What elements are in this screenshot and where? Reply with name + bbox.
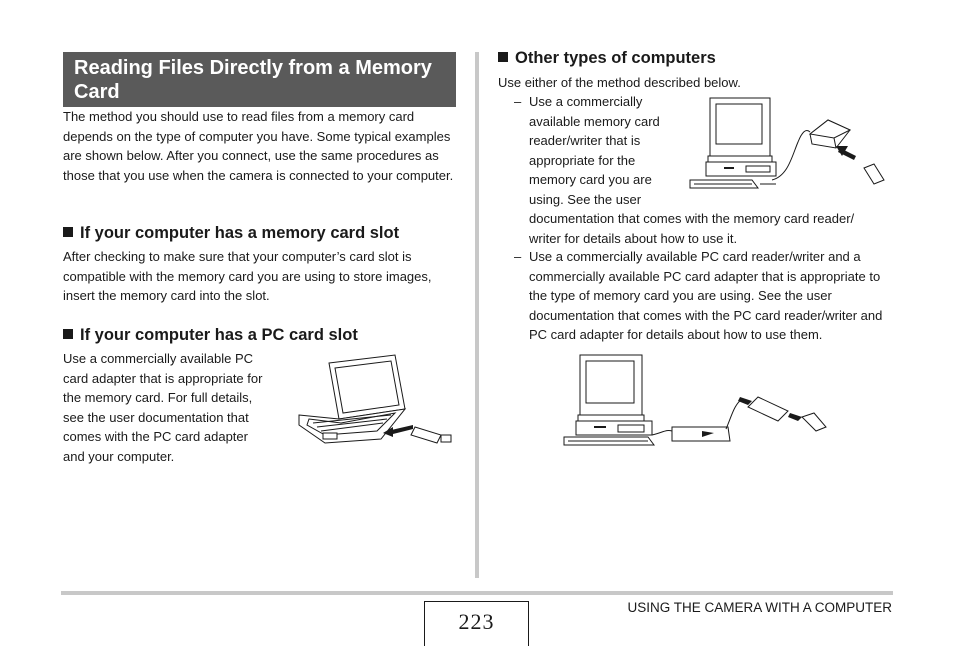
footer-divider <box>61 591 893 595</box>
section-heading-pc-card-slot <box>63 325 358 345</box>
section-body-pc-card-slot <box>63 349 288 466</box>
section-heading-memory-card-slot <box>63 223 399 243</box>
bullet-1-short-lines <box>514 92 679 209</box>
column-divider <box>475 52 479 578</box>
dash-bullet: – <box>514 94 522 109</box>
body-line: using. See the user <box>529 191 642 207</box>
bullet-1-continued: documentation that comes with the memory card reader/ writer for details about how to use it. <box>529 211 855 246</box>
section-body-memory-card-slot: After checking to make sure that your computer’s card slot is compatible with the memory card you are using to store images, insert the memory card into the slot. <box>63 249 432 303</box>
section-heading-text: If your computer has a memory card slot <box>80 224 400 242</box>
section-heading-other-computers <box>498 48 716 68</box>
section-intro-other-computers: Use either of the method described below. <box>498 75 741 90</box>
body-line: see the user documentation that <box>63 409 249 425</box>
square-bullet-icon <box>63 329 73 339</box>
laptop-illustration-icon <box>295 353 460 445</box>
page-number: 223 <box>424 601 529 646</box>
body-line: reader/writer that is <box>529 133 641 148</box>
body-line: comes with the PC card adapter <box>63 429 248 444</box>
chapter-footer: USING THE CAMERA WITH A COMPUTER <box>627 600 892 615</box>
body-line: the memory card. For full details, <box>63 390 253 405</box>
body-line: Use a commercially available PC <box>63 351 254 366</box>
section-heading-text: If your computer has a PC card slot <box>80 326 358 344</box>
body-line: appropriate for the <box>529 152 636 168</box>
body-line: Use a commercially <box>529 94 643 109</box>
body-line: memory card you are <box>529 172 652 187</box>
body-line: card adapter that is appropriate for <box>63 370 263 386</box>
bullet-2-text: Use a commercially available PC card reader/writer and a commercially available PC card adapter that is appropriate to the type of memory card you are using. See the user documentation that comes with the PC card reader/writer and PC card adapter for details about how to use them. <box>529 249 883 342</box>
square-bullet-icon <box>498 52 508 62</box>
dash-bullet: – <box>514 249 522 264</box>
square-bullet-icon <box>63 227 73 237</box>
desktop-card-reader-illustration-icon <box>688 96 894 192</box>
intro-paragraph: The method you should use to read files from a memory card depends on the type of computer you have. Some typical examples are shown below. After you connect, use the same procedures as those that you use when the camera is connected to your computer. <box>63 109 454 183</box>
body-line: available memory card <box>529 113 660 129</box>
page-title: Reading Files Directly from a Memory Card <box>63 52 456 107</box>
section-heading-text: Other types of computers <box>515 49 716 67</box>
desktop-pc-card-reader-illustration-icon <box>562 353 832 447</box>
body-line: and your computer. <box>63 448 175 464</box>
bullet-2 <box>514 247 891 345</box>
